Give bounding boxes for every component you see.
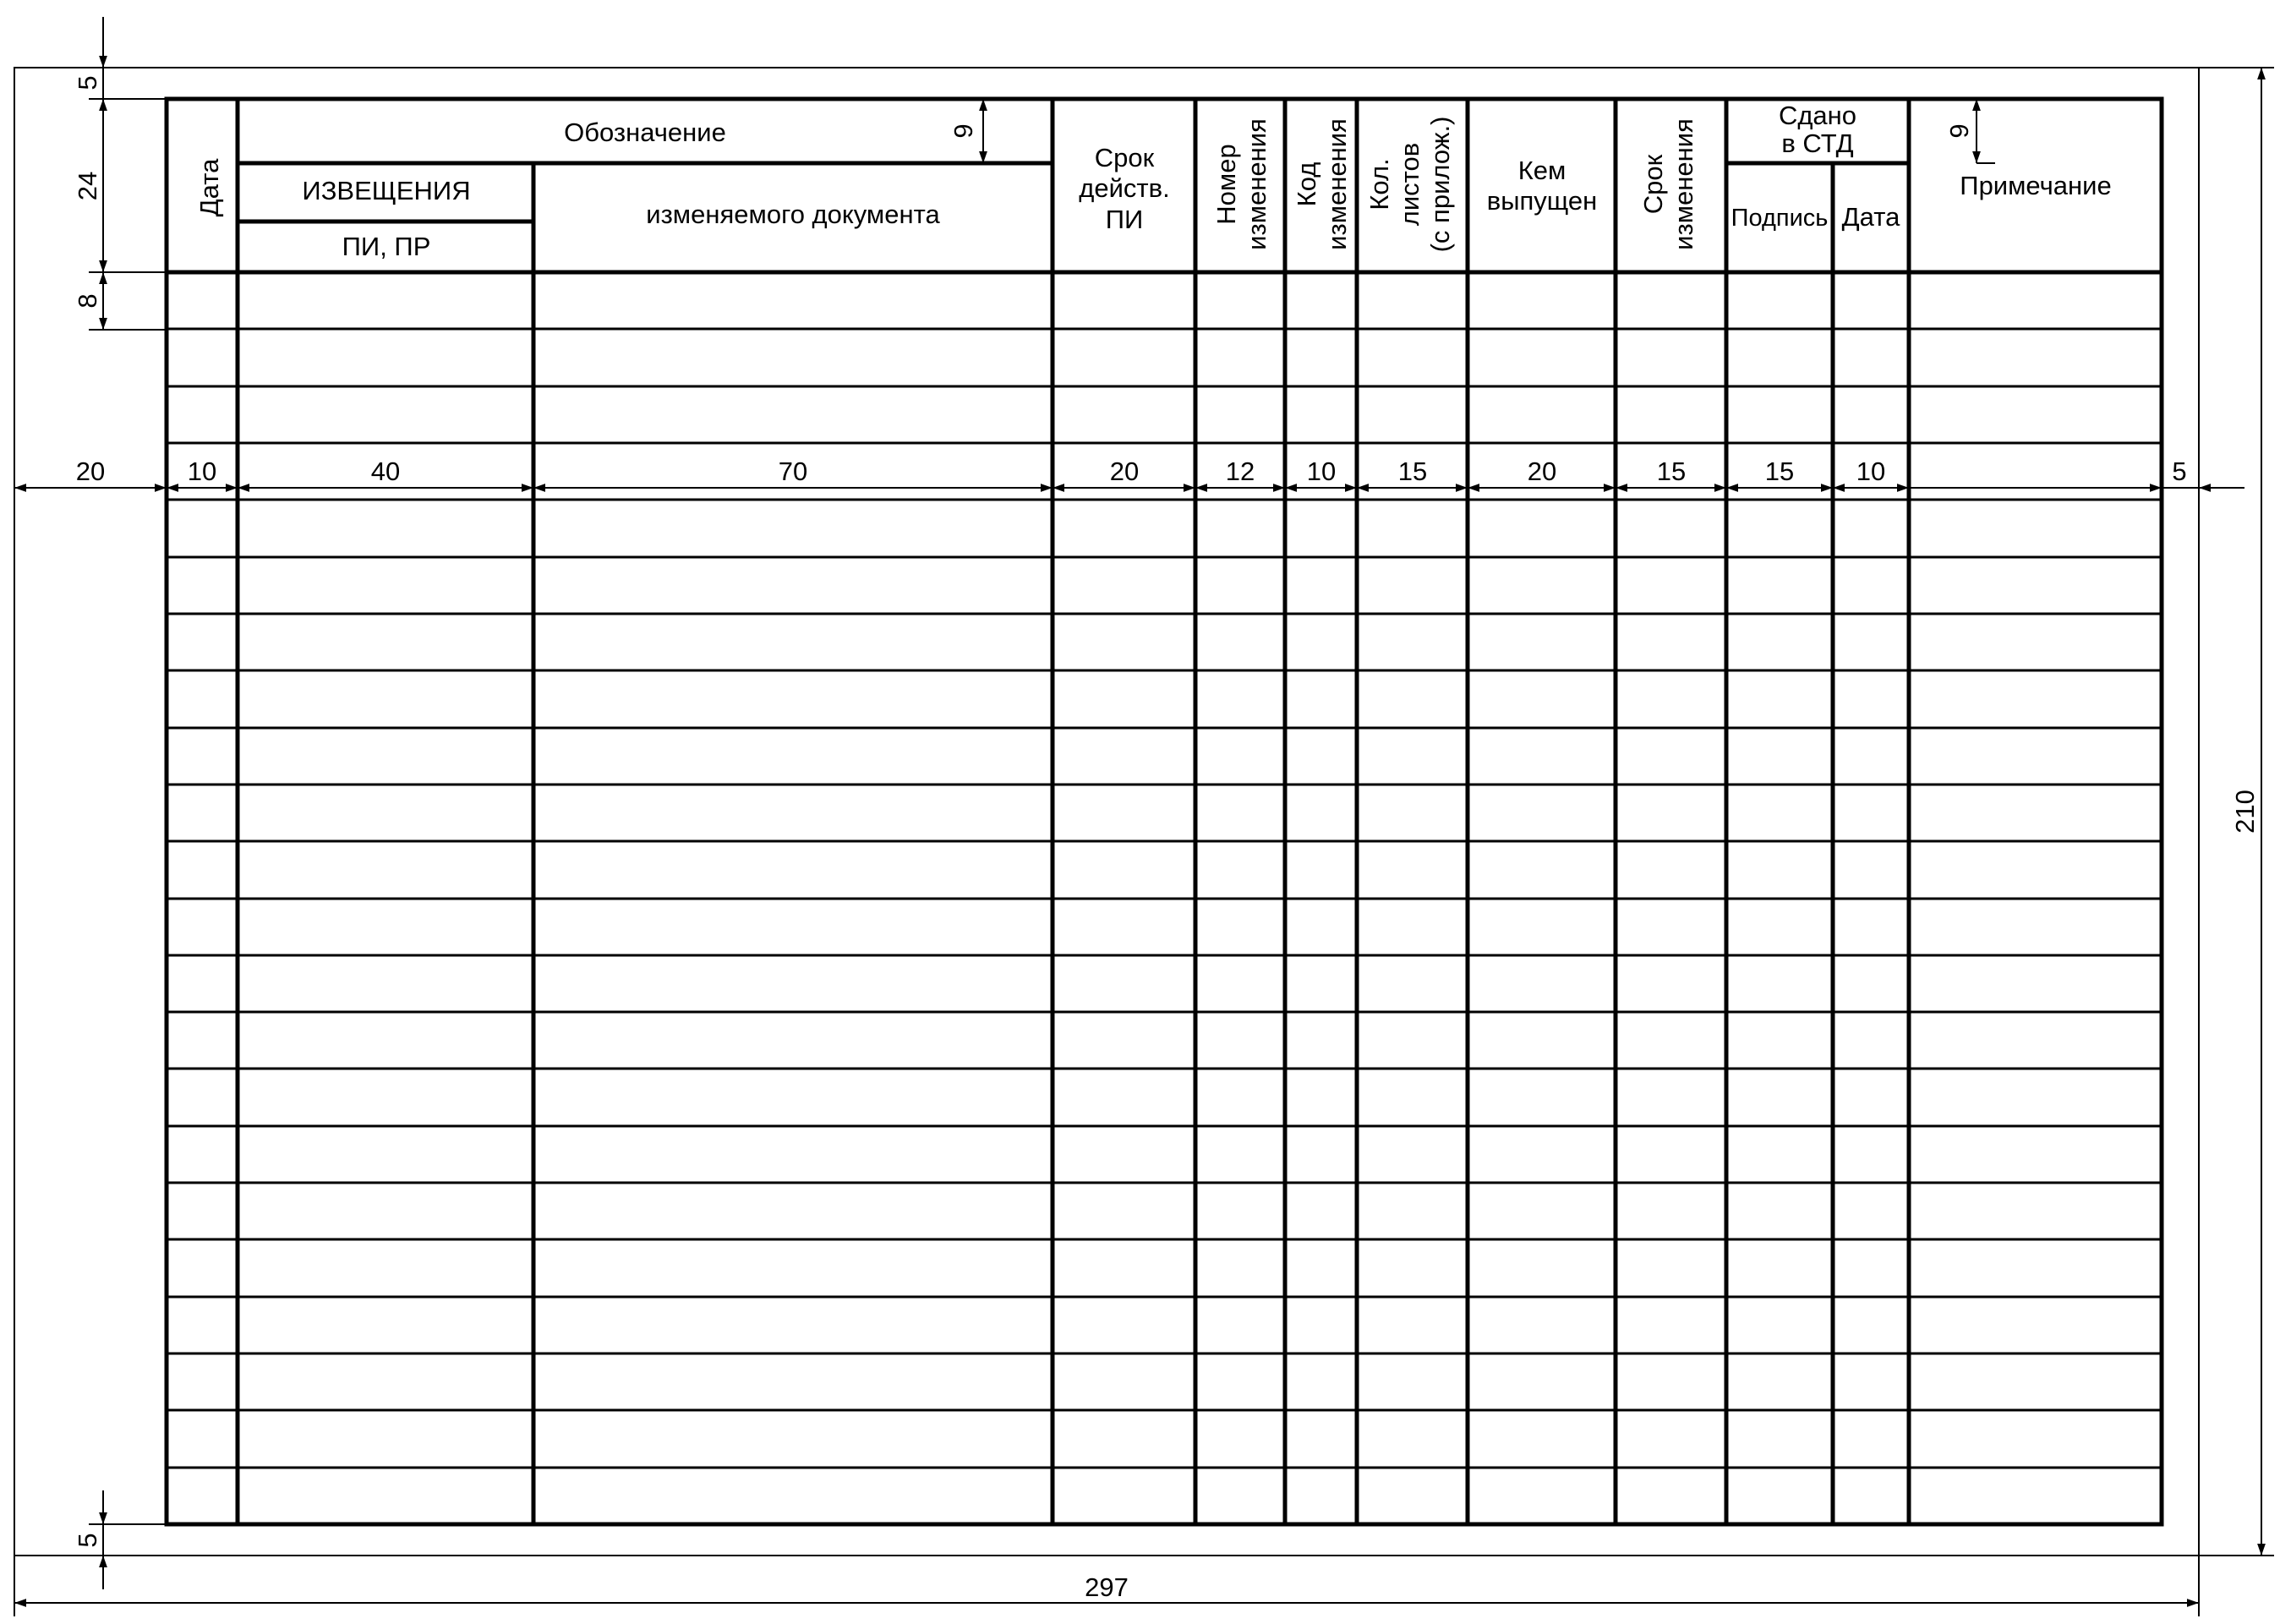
header-notice-sub: ПИ, ПР bbox=[342, 232, 431, 261]
header-sheets-line1: Кол. bbox=[1364, 158, 1395, 211]
dim-sheet-width: 297 bbox=[1085, 1572, 1129, 1602]
dim-col-width-5: 12 bbox=[1225, 457, 1255, 486]
dim-col-width-4: 20 bbox=[1109, 457, 1140, 486]
header-validity-line1: Срок bbox=[1094, 143, 1155, 172]
dim-left-margin: 20 bbox=[75, 457, 106, 486]
sheet-outline bbox=[14, 68, 2199, 1556]
header-sheets-line2: листов bbox=[1395, 142, 1425, 227]
header-submitted-date: Дата bbox=[1841, 202, 1900, 232]
dim-col-width-6: 10 bbox=[1306, 457, 1337, 486]
header-change-number-line1: Номер bbox=[1211, 144, 1242, 225]
header-issued-by-line2: выпущен bbox=[1486, 186, 1598, 216]
dim-col-width-10: 15 bbox=[1764, 457, 1795, 486]
dim-designation-row: 9 bbox=[949, 123, 979, 139]
form-header bbox=[194, 101, 2112, 261]
dim-bottom-margin: 5 bbox=[73, 1533, 103, 1548]
dim-header-height: 24 bbox=[73, 171, 103, 201]
header-change-code-line2: изменения bbox=[1322, 118, 1353, 250]
dim-sheet-height: 210 bbox=[2230, 790, 2261, 834]
header-changed-document: изменяемого документа bbox=[646, 200, 940, 229]
dim-col-width-2: 40 bbox=[370, 457, 401, 486]
header-notice: ИЗВЕЩЕНИЯ bbox=[302, 176, 471, 205]
header-remark: Примечание bbox=[1960, 171, 2112, 200]
header-date: Дата bbox=[194, 158, 225, 217]
body-row-lines bbox=[167, 329, 2162, 1468]
dim-col-width-3: 70 bbox=[778, 457, 808, 486]
header-issued-by-line1: Кем bbox=[1517, 156, 1566, 185]
header-change-term-line1: Срок bbox=[1638, 154, 1669, 215]
dim-col-width-1: 10 bbox=[187, 457, 217, 486]
dim-col-width-8: 20 bbox=[1527, 457, 1557, 486]
dim-col-width-9: 15 bbox=[1656, 457, 1687, 486]
header-submitted-line2: в СТД bbox=[1781, 128, 1854, 158]
dim-row-height: 8 bbox=[73, 293, 103, 309]
header-sheets-line3: (с прилож.) bbox=[1425, 116, 1456, 253]
dim-remark-row: 9 bbox=[1944, 123, 1975, 139]
column-lines bbox=[238, 99, 1909, 1524]
dim-top-margin: 5 bbox=[73, 75, 103, 90]
header-designation: Обозначение bbox=[564, 118, 726, 147]
dim-col-width-7: 15 bbox=[1397, 457, 1428, 486]
header-change-term-line2: изменения bbox=[1669, 118, 1699, 250]
header-change-code-line1: Код bbox=[1292, 161, 1322, 207]
header-change-number-line2: изменения bbox=[1242, 118, 1272, 250]
dim-right-margin: 5 bbox=[2172, 457, 2187, 486]
dimension-labels bbox=[73, 75, 2260, 1602]
header-validity-line2: действ. bbox=[1079, 173, 1170, 203]
header-validity-line3: ПИ bbox=[1105, 205, 1144, 234]
header-submitted-line1: Сдано bbox=[1778, 101, 1857, 130]
form-frame bbox=[167, 99, 2162, 1524]
header-signature: Подпись bbox=[1731, 205, 1829, 232]
dim-col-width-11: 10 bbox=[1856, 457, 1886, 486]
